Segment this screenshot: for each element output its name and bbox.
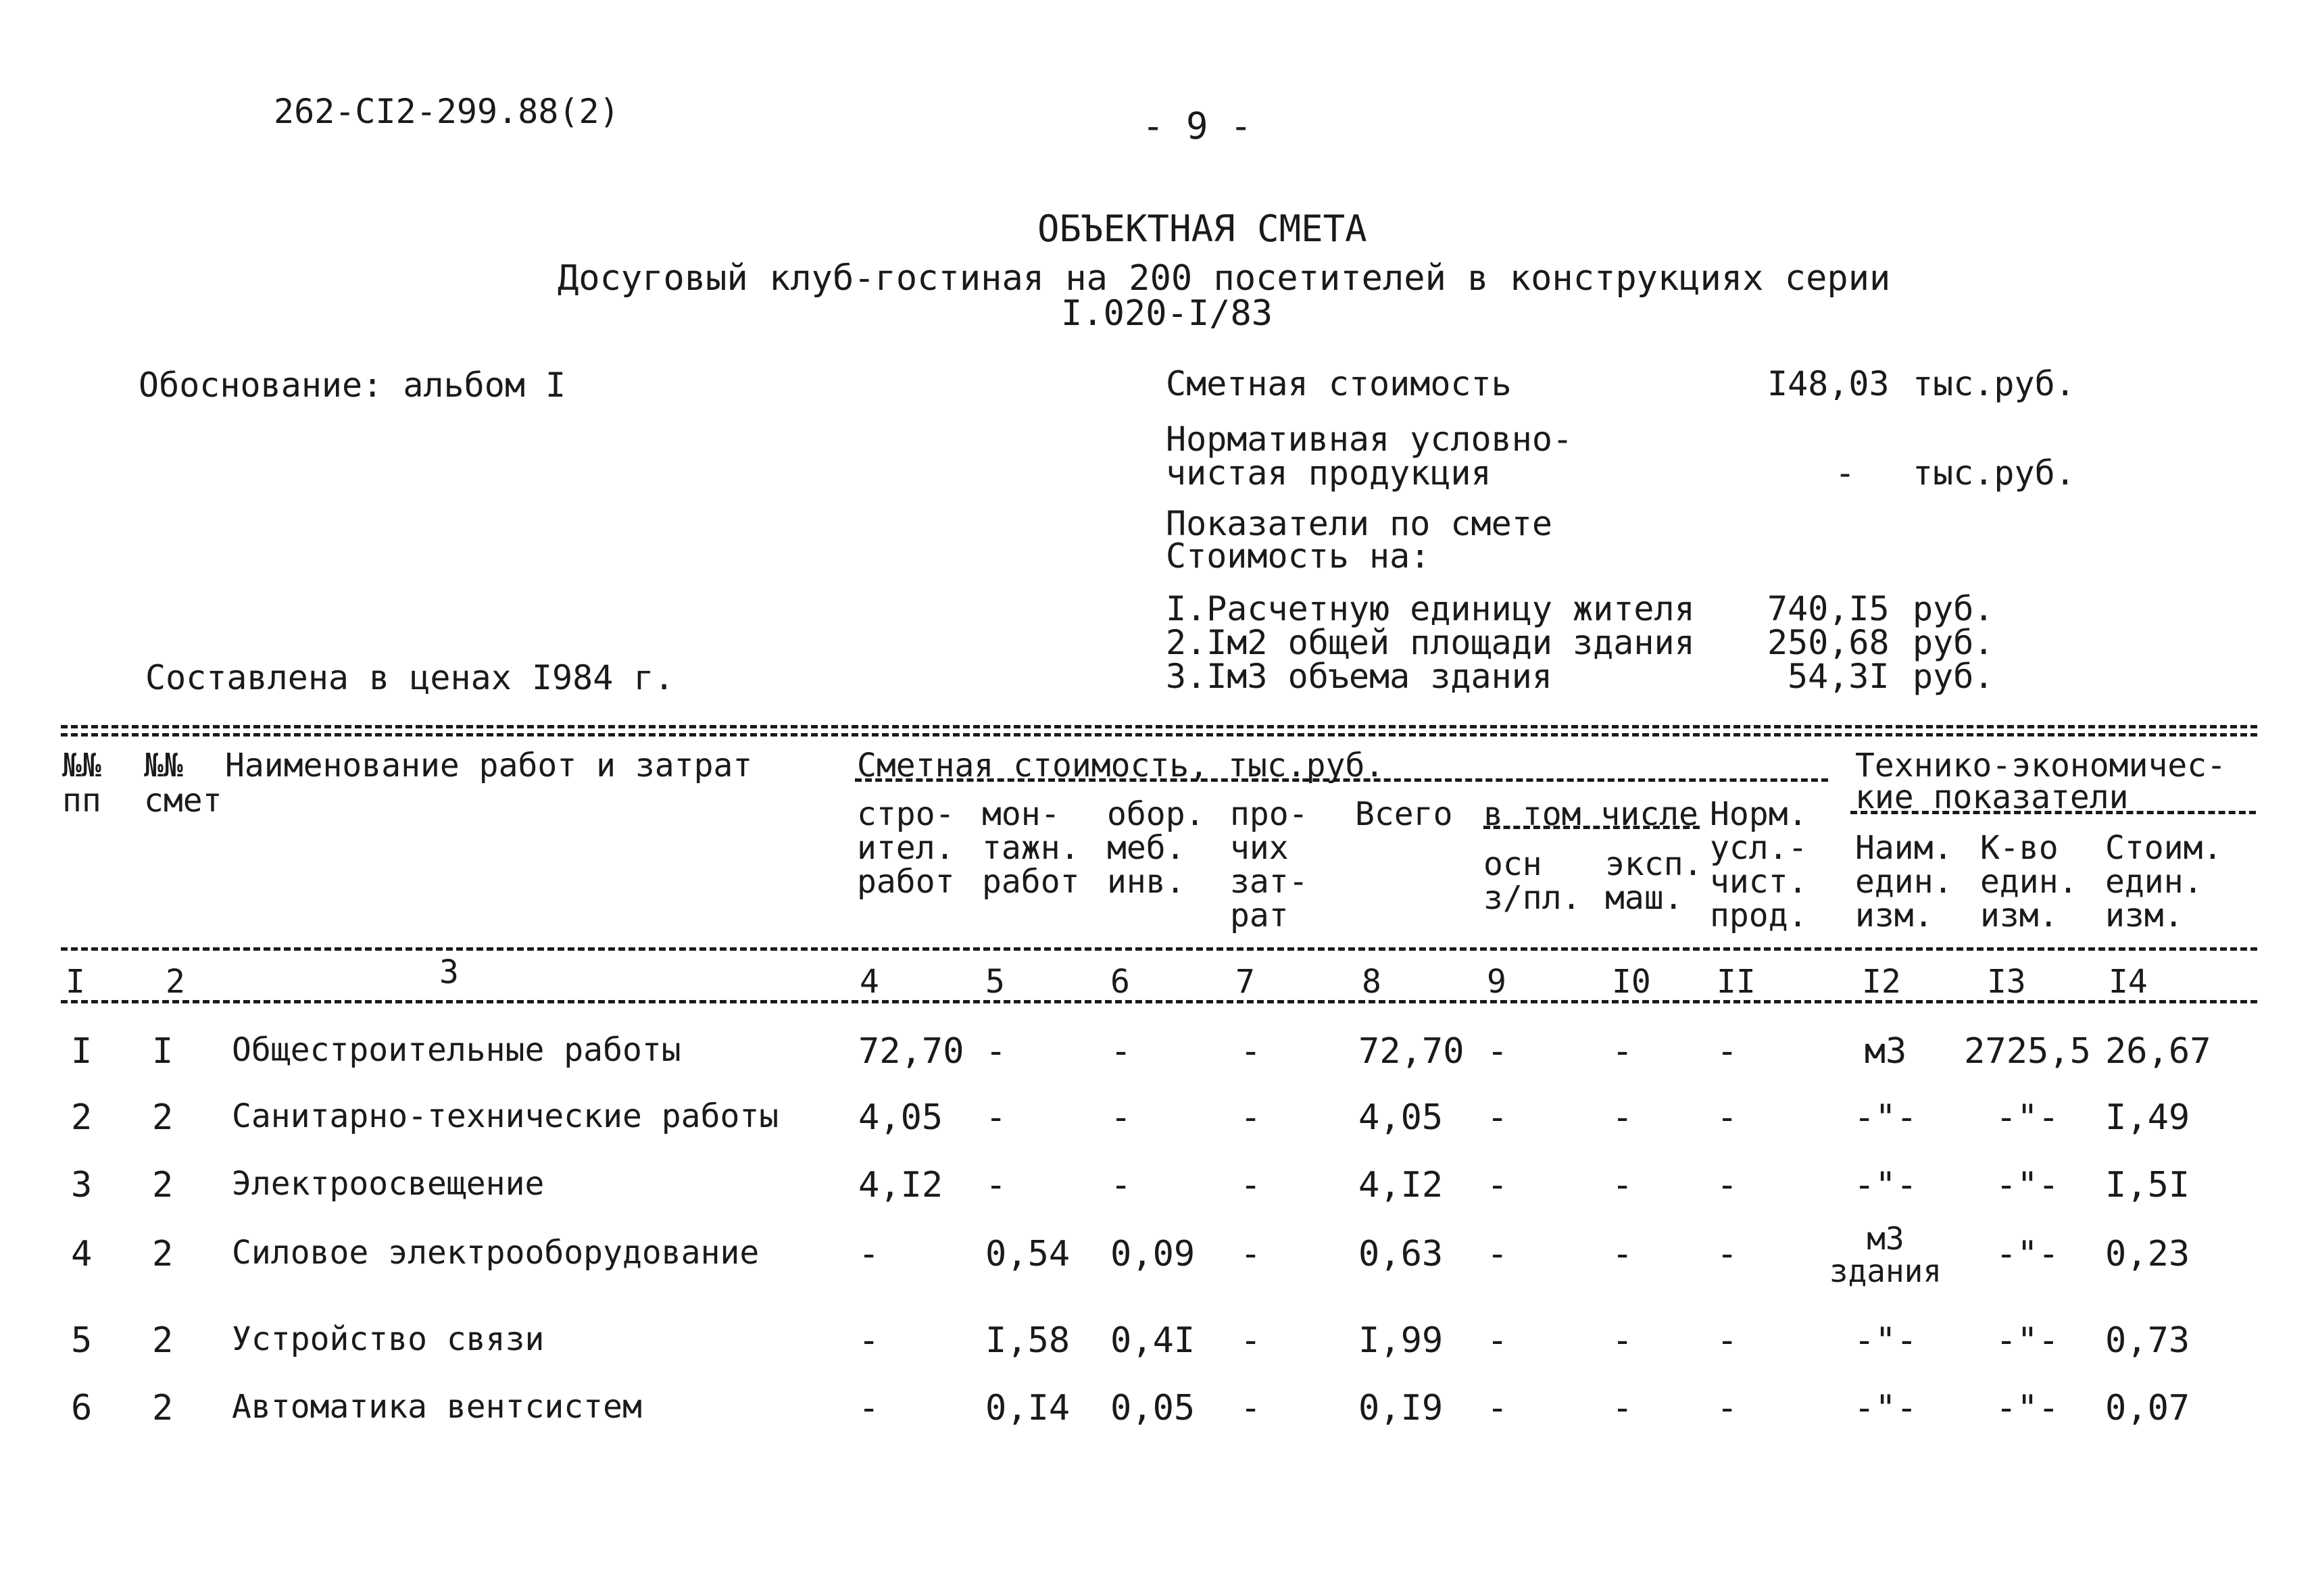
cell-equipment-cost: - [1110, 1031, 1132, 1072]
cell-unit-name: -"- [1854, 1165, 1917, 1205]
basis-text: Обоснование: альбом I [139, 366, 566, 405]
column-number: 8 [1362, 963, 1381, 1001]
column-number: 5 [985, 963, 1005, 1001]
header-c5-l3: работ [982, 863, 1080, 901]
document-subtitle-series: I.020-I/83 [1061, 293, 1273, 334]
cell-installation-cost: 0,54 [985, 1234, 1070, 1274]
cell-total-cost: 4,I2 [1358, 1165, 1444, 1205]
indicator-label: I.Расчетную единицу жителя [1166, 589, 1695, 628]
cell-unit-quantity: 2725,5 [1964, 1031, 2091, 1072]
cell-other-cost: - [1240, 1234, 1262, 1274]
cell-construction-cost: 72,70 [858, 1031, 964, 1072]
document-subtitle: Досуговый клуб-гостиная на 200 посетителей в конструкциях серии [558, 258, 1891, 299]
cell-construction-cost: - [858, 1234, 880, 1274]
indicator-value: 740,I5 [1767, 589, 1890, 628]
column-number: 4 [860, 963, 879, 1001]
cell-work-name: Санитарно-технические работы [232, 1097, 779, 1135]
cell-construction-cost: 4,I2 [858, 1165, 943, 1205]
column-numbers-rule [61, 1000, 2257, 1003]
cell-equipment-cost: - [1110, 1097, 1132, 1138]
header-c7-l4: рат [1230, 897, 1289, 934]
document-code: 262-СI2-299.88(2) [274, 92, 620, 131]
header-bottom-rule [61, 947, 2257, 951]
cell-row-number: 2 [71, 1097, 93, 1138]
cell-machinery: - [1612, 1031, 1633, 1072]
cell-unit-cost: 0,23 [2105, 1234, 2190, 1274]
cell-row-number: 5 [71, 1320, 93, 1361]
header-col2-line2: смет [144, 782, 222, 820]
cell-work-name: Электроосвещение [232, 1165, 545, 1203]
header-c6-l1: обор. [1107, 795, 1205, 833]
estimated-cost-label: Сметная стоимость [1166, 364, 1512, 403]
cell-machinery: - [1612, 1234, 1633, 1274]
cell-wages: - [1487, 1234, 1508, 1274]
cell-unit-quantity: -"- [1996, 1320, 2059, 1361]
header-c11-l2: усл.- [1710, 829, 1808, 867]
cell-unit-cost: 0,73 [2105, 1320, 2190, 1361]
header-c9-l2: з/пл. [1483, 879, 1581, 917]
net-product-value: - [1835, 453, 1856, 493]
header-c13-l2: един. [1980, 863, 2078, 901]
cell-unit-cost: 0,07 [2105, 1388, 2190, 1428]
prices-year-text: Составлена в ценах I984 г. [145, 658, 674, 697]
cell-unit-cost: I,5I [2105, 1165, 2190, 1205]
cell-wages: - [1487, 1320, 1508, 1361]
header-c9-l1: осн [1483, 845, 1542, 883]
net-product-unit: тыс.руб. [1913, 453, 2075, 493]
header-c14-l2: един. [2105, 863, 2203, 901]
cell-net-product: - [1717, 1097, 1738, 1138]
cell-other-cost: - [1240, 1388, 1262, 1428]
header-c4-l2: ител. [857, 829, 955, 867]
column-number: 2 [166, 963, 185, 1001]
cell-unit-name: -"- [1854, 1388, 1917, 1428]
header-c5-l2: тажн. [982, 829, 1080, 867]
header-tech-group-l1: Технико-экономичес- [1855, 747, 2227, 784]
header-tech-group-l2: кие показатели [1855, 778, 2129, 816]
cell-unit-name: -"- [1854, 1320, 1917, 1361]
net-product-label-1: Нормативная условно- [1166, 420, 1573, 459]
cell-construction-cost: 4,05 [858, 1097, 943, 1138]
header-cost-group: Сметная стоимость, тыс.руб. [857, 747, 1385, 784]
header-c7-l3: зат- [1230, 863, 1308, 901]
cell-construction-cost: - [858, 1320, 880, 1361]
cell-installation-cost: - [985, 1097, 1007, 1138]
header-c14-l3: изм. [2105, 897, 2184, 934]
column-number: I0 [1612, 963, 1651, 1001]
cell-unit-cost: 26,67 [2105, 1031, 2211, 1072]
indicator-label: 3.Iм3 объема здания [1166, 657, 1552, 696]
page-number: - 9 - [1142, 105, 1252, 147]
header-c11-l4: прод. [1710, 897, 1808, 934]
cell-net-product: - [1717, 1031, 1738, 1072]
cell-total-cost: 4,05 [1358, 1097, 1444, 1138]
header-c12-l1: Наим. [1855, 829, 1953, 867]
indicators-label-2: Стоимость на: [1166, 537, 1431, 576]
header-col1-line1: №№ [62, 747, 101, 784]
estimated-cost-unit: тыс.руб. [1913, 364, 2075, 403]
header-c11-l1: Норм. [1710, 795, 1808, 833]
cell-unit-name: -"- [1854, 1097, 1917, 1138]
cell-work-name: Силовое электрооборудование [232, 1234, 760, 1272]
indicator-unit: руб. [1913, 657, 1994, 696]
header-c13-l1: К-во [1980, 829, 2059, 867]
column-number: I4 [2109, 963, 2148, 1001]
column-number: I [66, 963, 85, 1001]
cell-installation-cost: 0,I4 [985, 1388, 1070, 1428]
cell-net-product: - [1717, 1388, 1738, 1428]
cell-other-cost: - [1240, 1031, 1262, 1072]
cell-wages: - [1487, 1031, 1508, 1072]
cell-unit-name-line2: здания [1829, 1253, 1942, 1289]
header-c6-l2: меб. [1107, 829, 1185, 867]
cell-wages: - [1487, 1097, 1508, 1138]
cell-equipment-cost: 0,09 [1110, 1234, 1196, 1274]
cell-total-cost: I,99 [1358, 1320, 1444, 1361]
cell-equipment-cost: 0,4I [1110, 1320, 1196, 1361]
cell-work-name: Автоматика вентсистем [232, 1388, 642, 1426]
header-c7-l2: чих [1230, 829, 1289, 867]
cell-net-product: - [1717, 1320, 1738, 1361]
header-col3: Наименование работ и затрат [225, 747, 753, 784]
cell-installation-cost: - [985, 1165, 1007, 1205]
cell-other-cost: - [1240, 1097, 1262, 1138]
cell-unit-quantity: -"- [1996, 1234, 2059, 1274]
header-c12-l2: един. [1855, 863, 1953, 901]
indicator-unit: руб. [1913, 589, 1994, 628]
column-number: I2 [1862, 963, 1901, 1001]
column-number: 6 [1110, 963, 1130, 1001]
cell-unit-quantity: -"- [1996, 1165, 2059, 1205]
cell-unit-quantity: -"- [1996, 1388, 2059, 1428]
header-c8: Всего [1355, 795, 1453, 833]
header-c7-l1: про- [1230, 795, 1308, 833]
cell-machinery: - [1612, 1097, 1633, 1138]
header-c4-l3: работ [857, 863, 955, 901]
header-c12-l3: изм. [1855, 897, 1934, 934]
cell-estimate-number: I [152, 1031, 174, 1072]
cell-row-number: 3 [71, 1165, 93, 1205]
column-number: 9 [1487, 963, 1506, 1001]
cell-total-cost: 0,63 [1358, 1234, 1444, 1274]
cell-other-cost: - [1240, 1165, 1262, 1205]
column-number: I3 [1987, 963, 2026, 1001]
header-col2-line1: №№ [144, 747, 183, 784]
cell-estimate-number: 2 [152, 1165, 174, 1205]
header-col1-line2: пп [62, 782, 101, 820]
header-c5-l1: мон- [982, 795, 1060, 833]
column-number: II [1717, 963, 1756, 1001]
cell-machinery: - [1612, 1165, 1633, 1205]
cell-unit-cost: I,49 [2105, 1097, 2190, 1138]
cell-unit-name: м3 [1867, 1220, 1904, 1257]
net-product-label-2: чистая продукция [1166, 453, 1492, 493]
cell-other-cost: - [1240, 1320, 1262, 1361]
cell-equipment-cost: 0,05 [1110, 1388, 1196, 1428]
cell-machinery: - [1612, 1320, 1633, 1361]
indicators-label-1: Показатели по смете [1166, 504, 1552, 543]
cell-work-name: Устройство связи [232, 1320, 545, 1358]
document-title: ОБЪЕКТНАЯ СМЕТА [1037, 207, 1367, 250]
header-c10-l2: маш. [1605, 879, 1683, 917]
cell-estimate-number: 2 [152, 1097, 174, 1138]
estimated-cost-value: I48,03 [1767, 364, 1890, 403]
indicator-label: 2.Iм2 общей площади здания [1166, 623, 1695, 662]
cell-unit-name: м3 [1864, 1031, 1907, 1072]
cell-net-product: - [1717, 1234, 1738, 1274]
cell-row-number: 6 [71, 1388, 93, 1428]
cell-wages: - [1487, 1165, 1508, 1205]
cell-estimate-number: 2 [152, 1234, 174, 1274]
cell-wages: - [1487, 1388, 1508, 1428]
cell-row-number: I [71, 1031, 93, 1072]
header-c10-l1: эксп. [1605, 845, 1703, 883]
indicator-value: 54,3I [1788, 657, 1890, 696]
cell-net-product: - [1717, 1165, 1738, 1205]
cell-machinery: - [1612, 1388, 1633, 1428]
cell-installation-cost: - [985, 1031, 1007, 1072]
cell-unit-quantity: -"- [1996, 1097, 2059, 1138]
cell-total-cost: 72,70 [1358, 1031, 1464, 1072]
indicator-unit: руб. [1913, 623, 1994, 662]
cell-row-number: 4 [71, 1234, 93, 1274]
cell-estimate-number: 2 [152, 1320, 174, 1361]
indicator-value: 250,68 [1767, 623, 1890, 662]
header-c14-l1: Стоим. [2105, 829, 2223, 867]
cell-installation-cost: I,58 [985, 1320, 1070, 1361]
column-number: 7 [1235, 963, 1255, 1001]
header-c11-l3: чист. [1710, 863, 1808, 901]
header-incl-group: в том числе [1483, 795, 1698, 833]
header-c13-l3: изм. [1980, 897, 2059, 934]
cell-total-cost: 0,I9 [1358, 1388, 1444, 1428]
header-c4-l1: стро- [857, 795, 955, 833]
cell-construction-cost: - [858, 1388, 880, 1428]
column-number: 3 [439, 953, 459, 991]
table-top-rule [61, 725, 2257, 728]
cell-estimate-number: 2 [152, 1388, 174, 1428]
cell-equipment-cost: - [1110, 1165, 1132, 1205]
table-top-rule-2 [61, 733, 2257, 737]
header-c6-l3: инв. [1107, 863, 1185, 901]
cell-work-name: Общестроительные работы [232, 1031, 681, 1069]
